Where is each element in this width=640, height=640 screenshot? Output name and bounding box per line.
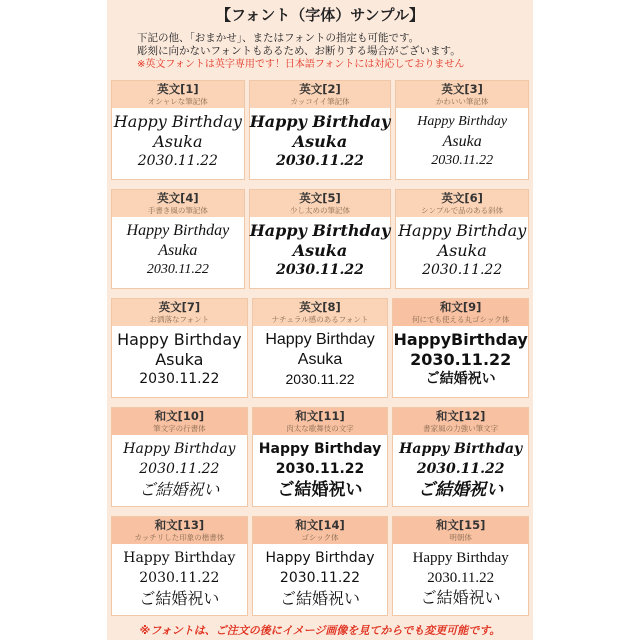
font-description: オシャレな筆記体 [147, 97, 208, 106]
sample-line-3: 2030.11.22 [431, 153, 494, 168]
sample-line-2: Asuka [155, 350, 204, 369]
sample-line-1: Happy Birthday [117, 330, 242, 349]
font-sample [393, 326, 528, 388]
sample-line-2: Asuka [297, 351, 343, 368]
font-description: 書家風の力強い筆文字 [423, 424, 499, 433]
font-sample-card [111, 80, 245, 180]
sample-line-3: 2030.11.22 [139, 371, 220, 387]
sample-line-1: HappyBirthday [393, 330, 528, 349]
font-description: 少し太めの筆記体 [290, 206, 350, 215]
font-row [111, 80, 529, 180]
font-sample-card [111, 407, 248, 507]
font-sample [112, 435, 247, 501]
sample-line-1: Happy Birthday [123, 441, 236, 457]
font-sample [112, 108, 244, 170]
font-name: 英文[8] [299, 300, 341, 314]
intro-line-1: 下記の他、「おまかせ」、またはフォントの指定も可能です。 [137, 32, 420, 44]
sample-line-3: 2030.11.22 [276, 262, 364, 278]
font-name: 和文[13] [154, 518, 205, 532]
font-description: かわいい筆記体 [435, 97, 489, 106]
font-name: 英文[6] [441, 191, 483, 205]
font-sample-card [252, 407, 389, 507]
sample-line-3: ご結婚祝い [280, 589, 361, 608]
font-sample-card [395, 189, 529, 289]
sample-line-2: Asuka [292, 132, 348, 151]
sample-line-2: Asuka [158, 242, 198, 259]
font-sample-card [392, 407, 529, 507]
sample-line-3: 2030.11.22 [146, 262, 209, 277]
font-description: ゴシック体 [301, 533, 339, 542]
font-name: 和文[11] [295, 409, 345, 423]
sample-line-3: ご結婚祝い [418, 480, 504, 500]
sample-line-1: Happy Birthday [265, 331, 375, 348]
font-description: カッチリした印象の楷書体 [134, 533, 225, 542]
sample-line-3: ご結婚祝い [420, 590, 501, 607]
sample-line-1: Happy Birthday [123, 550, 236, 566]
sample-line-2: 2030.11.22 [275, 461, 365, 477]
font-sample-card [249, 80, 392, 180]
font-sample-card [392, 516, 529, 616]
font-description: ナチュラル感のあるフォント [271, 315, 369, 324]
sample-line-3: 2030.11.22 [137, 153, 218, 169]
sample-line-1: Happy Birthday [412, 550, 509, 566]
sample-line-3: ご結婚祝い [277, 480, 363, 500]
font-name: 英文[3] [441, 82, 483, 96]
font-name: 英文[1] [157, 82, 199, 96]
font-description: 明朝体 [449, 533, 472, 542]
sample-line-3: ご結婚祝い [425, 371, 496, 387]
font-sample [253, 326, 388, 388]
sample-line-2: 2030.11.22 [427, 570, 495, 586]
sample-line-1: Happy Birthday [417, 114, 508, 129]
font-sample-card [111, 189, 245, 289]
font-sample [250, 217, 391, 279]
sample-line-2: Asuka [153, 132, 203, 151]
font-description: シンプルで品のある斜体 [421, 206, 504, 215]
font-description: 筆文字の行書体 [153, 424, 206, 433]
font-sample [396, 108, 528, 170]
page-title: 【フォント（字体）サンプル】 [216, 6, 424, 24]
sample-line-2: 2030.11.22 [139, 461, 220, 477]
font-name: 和文[14] [295, 518, 345, 532]
font-name: 英文[4] [157, 191, 199, 205]
font-name: 和文[15] [435, 518, 486, 532]
font-sample [393, 435, 528, 501]
sample-line-3: 2030.11.22 [422, 262, 503, 278]
sample-line-3: ご結婚祝い [139, 480, 220, 499]
font-sample-card [252, 298, 389, 398]
font-sample [112, 544, 247, 610]
sample-line-1: Happy Birthday [249, 112, 391, 131]
sample-line-2: Asuka [442, 133, 482, 150]
sample-line-1: Happy Birthday [249, 221, 391, 240]
sample-line-2: 2030.11.22 [410, 350, 512, 369]
sample-line-1: Happy Birthday [398, 221, 527, 240]
font-name: 英文[7] [158, 300, 201, 314]
font-sample [250, 108, 391, 170]
sample-line-2: Asuka [292, 241, 348, 260]
sample-line-2: 2030.11.22 [139, 570, 220, 586]
font-sample-card [111, 516, 248, 616]
font-description: 何にでも使える丸ゴシック体 [412, 315, 510, 324]
font-description: 手書き風の筆記体 [147, 206, 208, 215]
font-name: 和文[12] [435, 409, 486, 423]
sample-line-3: 2030.11.22 [285, 371, 355, 387]
sample-line-3: ご結婚祝い [139, 589, 220, 608]
font-name: 英文[5] [299, 191, 341, 205]
font-sample [112, 326, 247, 388]
font-row [111, 189, 529, 289]
font-name: 英文[2] [299, 82, 341, 96]
sample-line-3: 2030.11.22 [276, 153, 364, 169]
sample-line-1: Happy Birthday [258, 441, 382, 457]
font-sample [396, 217, 528, 279]
font-sample [253, 435, 388, 501]
font-sample-card [249, 189, 392, 289]
font-sample [253, 544, 388, 610]
intro-text [137, 32, 507, 71]
sample-line-2: 2030.11.22 [279, 570, 361, 586]
font-row [111, 516, 529, 616]
sample-line-1: Happy Birthday [113, 112, 242, 131]
font-name: 和文[9] [439, 300, 482, 314]
font-description: お洒落なフォント [149, 315, 210, 324]
font-row [111, 407, 529, 507]
font-sample-card [252, 516, 389, 616]
font-sample-card [111, 298, 248, 398]
font-sample-card [392, 298, 529, 398]
footer-note: ※フォントは、ご注文の後にイメージ画像を見てからでも変更可能です。 [139, 624, 501, 637]
sample-line-2: Asuka [437, 241, 487, 260]
sample-line-1: Happy Birthday [399, 441, 523, 457]
font-sample-grid [111, 80, 529, 625]
intro-warning: ※英文フォントは英字専用です！日本語フォントには対応しておりません [137, 59, 465, 70]
intro-line-2: 彫刻に向かないフォントもあるため、お断りする場合がございます。 [137, 45, 461, 57]
font-sample [393, 544, 528, 610]
font-description: 肉太な歌舞伎の文字 [286, 424, 354, 433]
font-sample-card [395, 80, 529, 180]
font-name: 和文[10] [154, 409, 205, 423]
sample-line-1: Happy Birthday [126, 222, 230, 239]
font-row [111, 298, 529, 398]
sample-line-2: 2030.11.22 [416, 461, 505, 477]
sample-line-1: Happy Birthday [265, 550, 375, 566]
font-sample [112, 217, 244, 279]
font-description: カッコイイ筆記体 [290, 97, 350, 106]
